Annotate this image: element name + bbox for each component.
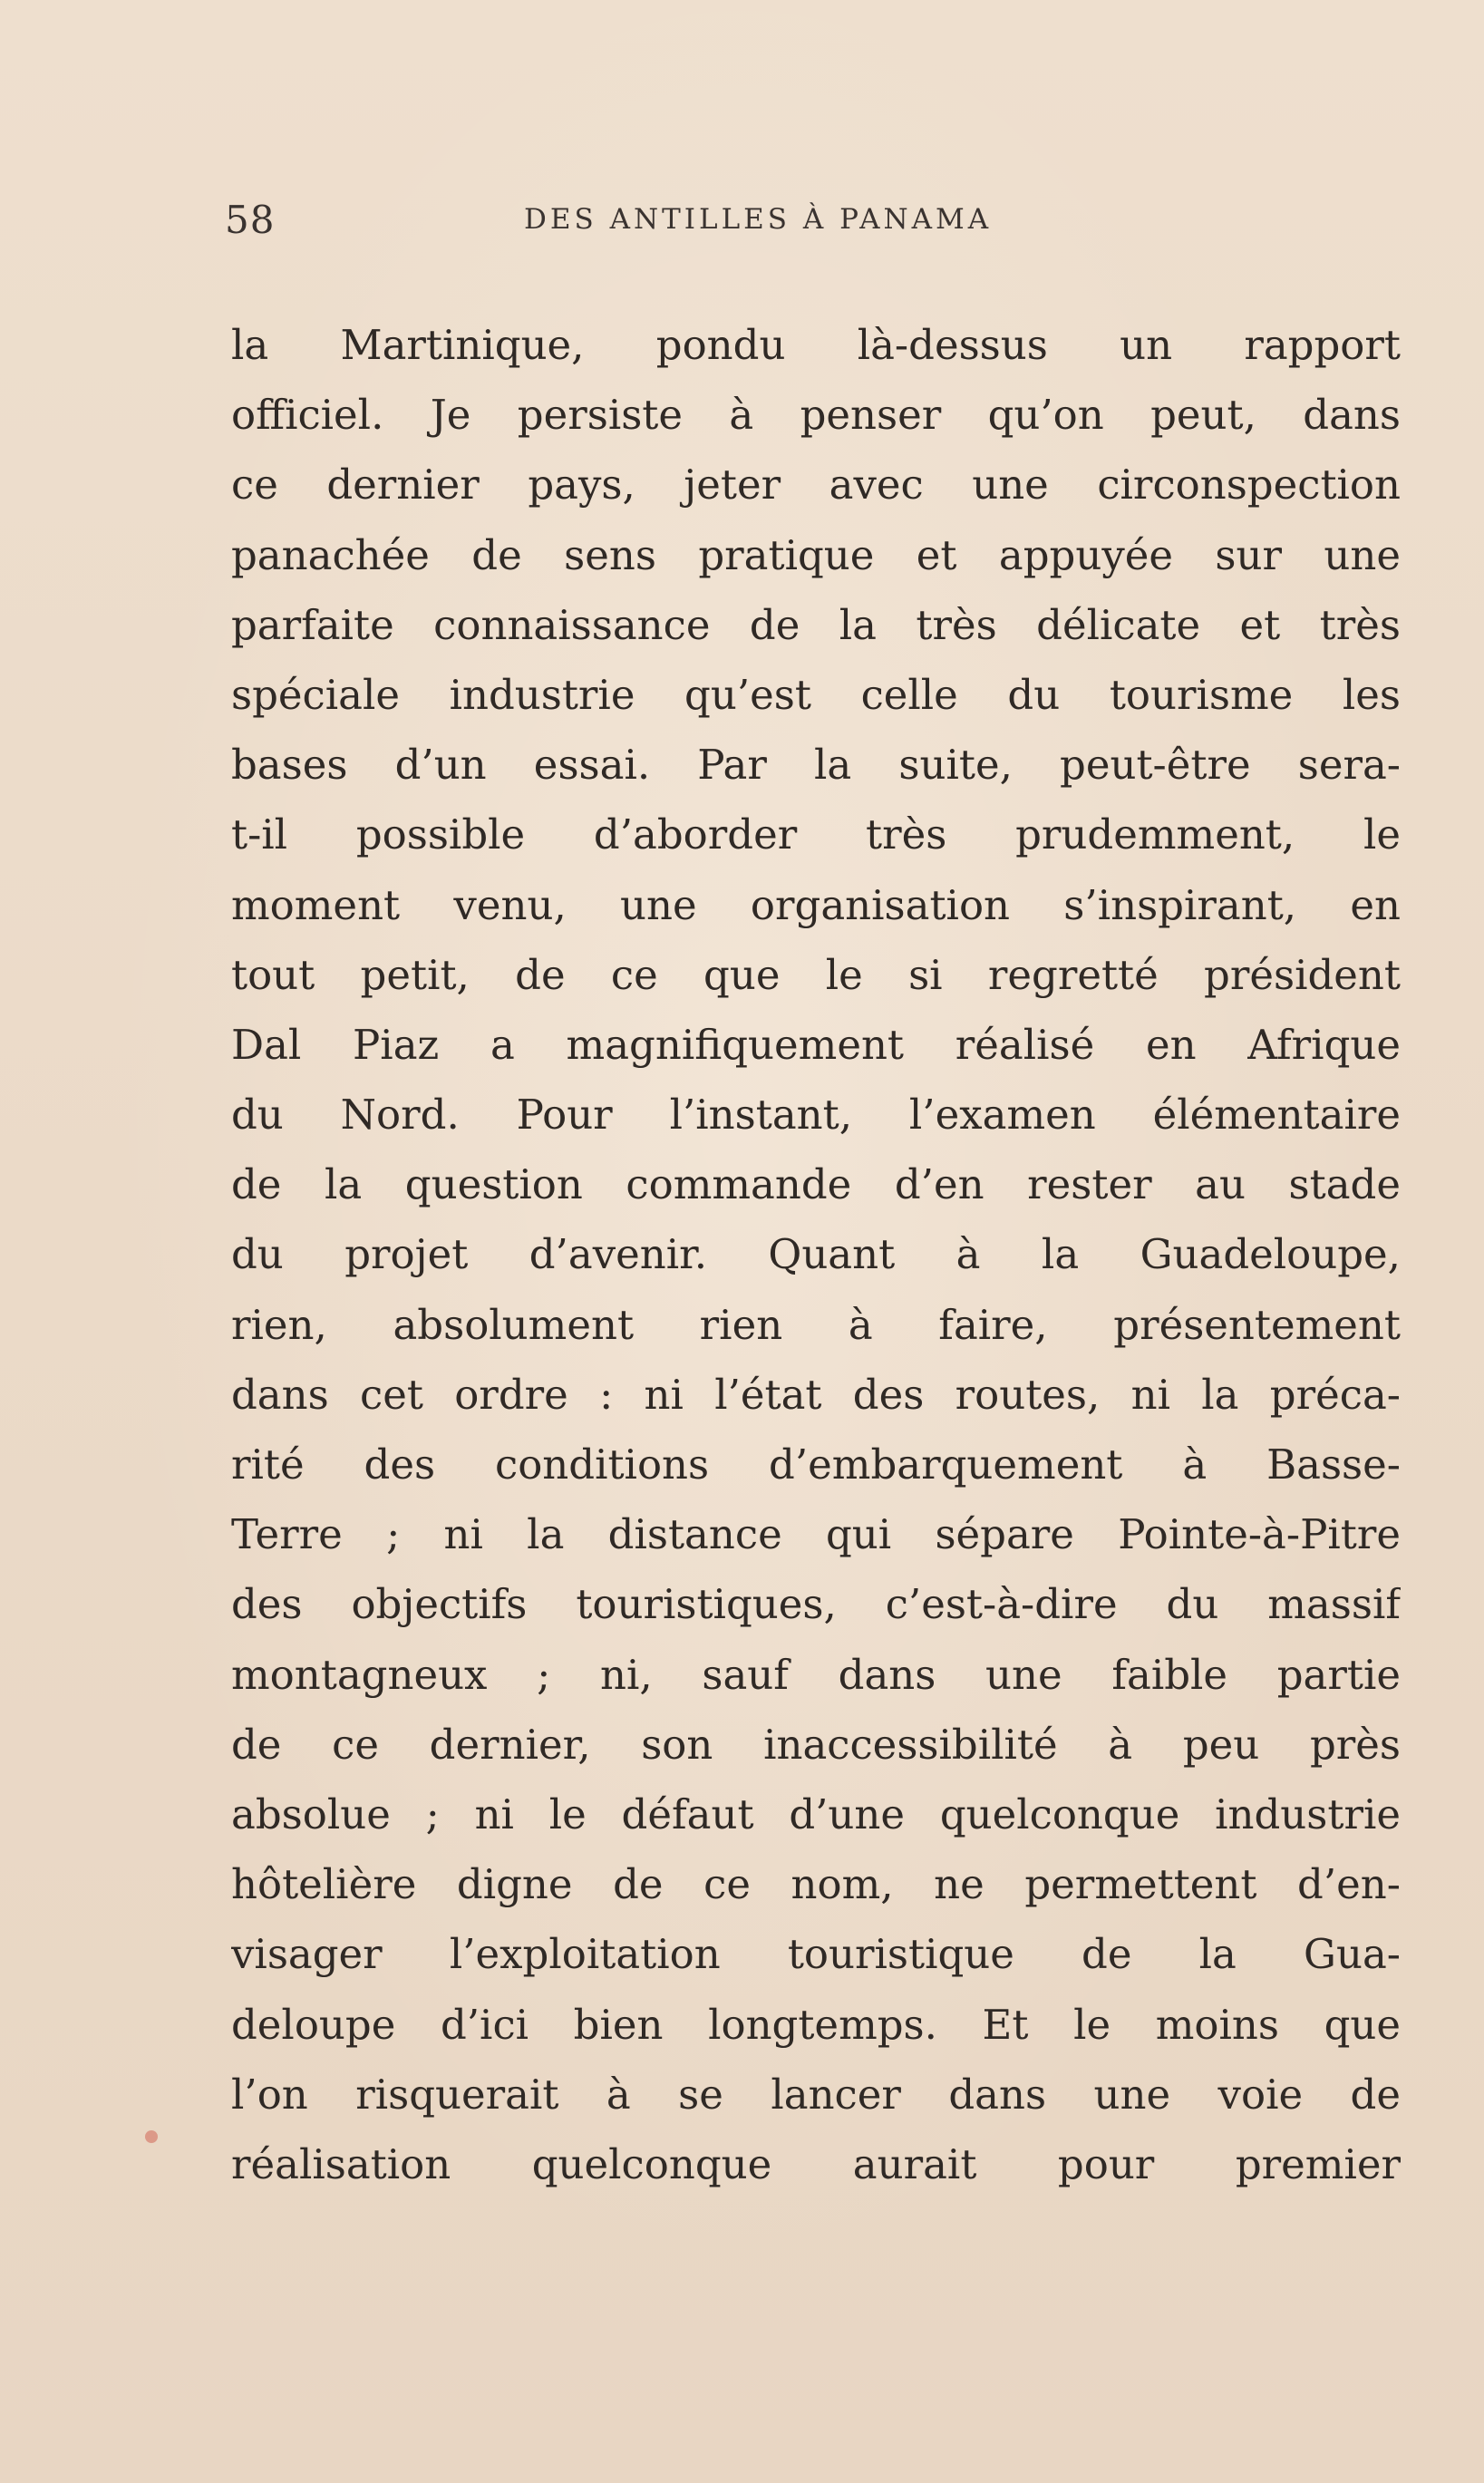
text-line: moment venu, une organisation s’inspirant, en: [231, 880, 1401, 929]
text-line: l’on risquerait à se lancer dans une voie de: [231, 2070, 1401, 2119]
text-line: des objectifs touristiques, c’est-à-dire du massif: [231, 1580, 1401, 1629]
text-line: visager l’exploitation touristique de la Gua-: [231, 1930, 1401, 1979]
text-line: rité des conditions d’embarquement à Basse-: [231, 1440, 1401, 1489]
running-title: DES ANTILLES À PANAMA: [524, 203, 993, 236]
text-line: réalisation quelconque aurait pour premier: [231, 2139, 1401, 2188]
text-line: de la question commande d’en rester au stade: [231, 1160, 1401, 1209]
text-line: montagneux ; ni, sauf dans une faible partie: [231, 1650, 1401, 1699]
text-line: dans cet ordre : ni l’état des routes, ni la préca-: [231, 1370, 1401, 1419]
text-line: spéciale industrie qu’est celle du tourisme les: [231, 670, 1401, 719]
text-line: absolue ; ni le défaut d’une quelconque industrie: [231, 1790, 1401, 1838]
body-text: [231, 310, 1401, 2199]
text-line: rien, absolument rien à faire, présentement: [231, 1300, 1401, 1349]
text-line: t-il possible d’aborder très prudemment, le: [231, 810, 1401, 859]
text-line: Dal Piaz a magnifiquement réalisé en Afrique: [231, 1020, 1401, 1069]
page-number: 58: [225, 198, 276, 242]
text-line: Terre ; ni la distance qui sépare Pointe-à-Pitre: [231, 1510, 1401, 1559]
text-line: du Nord. Pour l’instant, l’examen élémentaire: [231, 1091, 1401, 1140]
text-line: panachée de sens pratique et appuyée sur une: [231, 530, 1401, 579]
running-head: [225, 198, 1403, 252]
text-line: tout petit, de ce que le si regretté président: [231, 950, 1401, 999]
text-line: deloupe d’ici bien longtemps. Et le moins que: [231, 2000, 1401, 2049]
text-line: parfaite connaissance de la très délicate et très: [231, 600, 1401, 649]
text-line: du projet d’avenir. Quant à la Guadeloupe,: [231, 1230, 1401, 1279]
paper-stain: [145, 2130, 158, 2143]
text-line: officiel. Je persiste à penser qu’on peut, dans: [231, 391, 1401, 440]
text-line: ce dernier pays, jeter avec une circonspection: [231, 461, 1401, 509]
text-line: bases d’un essai. Par la suite, peut-être sera-: [231, 741, 1401, 790]
text-line: hôtelière digne de ce nom, ne permettent d’en-: [231, 1860, 1401, 1909]
text-line: la Martinique, pondu là-dessus un rapport: [231, 321, 1401, 369]
text-line: de ce dernier, son inaccessibilité à peu près: [231, 1720, 1401, 1769]
